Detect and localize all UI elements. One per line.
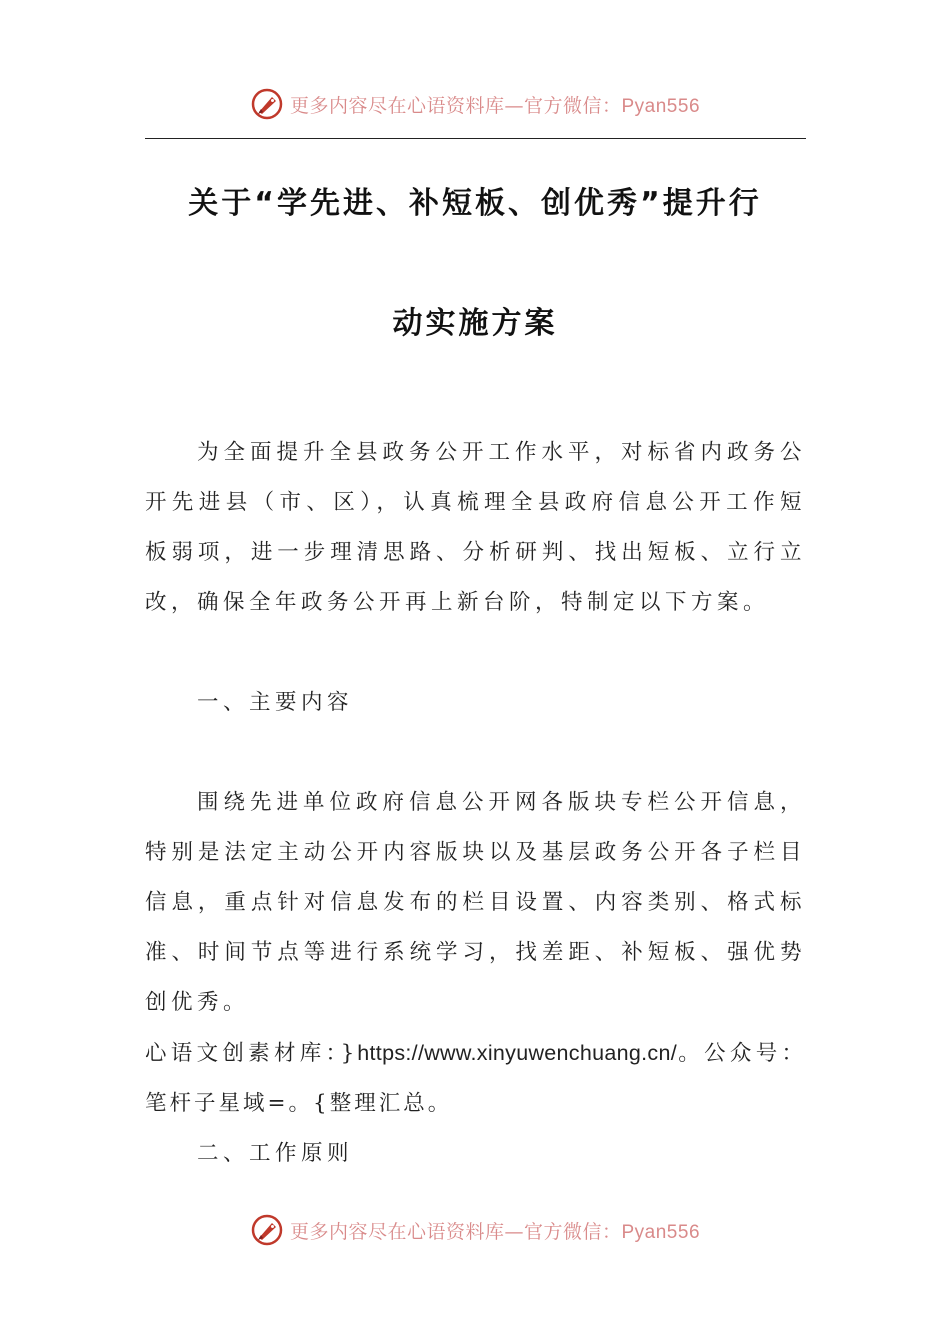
footer-banner [0,1208,950,1252]
footer-banner-label: 官方微信： [523,1220,622,1243]
footer-banner-sep: — [504,1220,524,1243]
header-banner-sep: — [504,94,524,117]
intro-paragraph: 为全面提升全县政务公开工作水平，对标省内政务公开先进县（市、区），认真梳理全县政府信息公开工作短板弱项，进一步理清思路、分析研判、找出短板、立行立改，确保全年政务公开再上新台阶，特制定以下方案。 [145,440,806,615]
source-note-suffix: 。公众号：笔杆子星域=。{整理汇总。 [145,1041,806,1116]
pen-nib-icon [250,1213,284,1247]
header-banner-contact: Pyan556 [621,95,701,117]
footer-banner-main: 更多内容尽在心语资料库 [289,1220,505,1243]
document-title-line2: 动实施方案 [392,306,558,341]
source-note-url[interactable]: https://www.xinyuwenchuang.cn/ [357,1041,678,1065]
section1-paragraph: 围绕先进单位政府信息公开网各版块专栏公开信息，特别是法定主动公开内容版块以及基层政务公开各子栏目信息，重点针对信息发布的栏目设置、内容类别、格式标准、时间节点等进行系统学习，找差距、补短板、强优势创优秀。 [145,790,806,1015]
document-title-line1: 关于“学先进、补短板、创优秀”提升行 [188,186,762,221]
header-banner-text [290,91,700,118]
header-banner-main: 更多内容尽在心语资料库 [289,94,505,117]
header-divider [145,138,806,139]
pen-nib-icon [250,87,284,121]
source-note-prefix: 心语文创素材库：} [145,1041,358,1066]
section2-heading: 二、工作原则 [197,1141,354,1166]
header-banner-label: 官方微信： [523,94,622,117]
source-note [145,1028,806,1129]
footer-banner-contact: Pyan556 [621,1221,701,1243]
header-banner [0,82,950,126]
section1-heading: 一、主要内容 [197,690,354,715]
document-body [145,428,806,1179]
footer-banner-text [290,1217,700,1244]
